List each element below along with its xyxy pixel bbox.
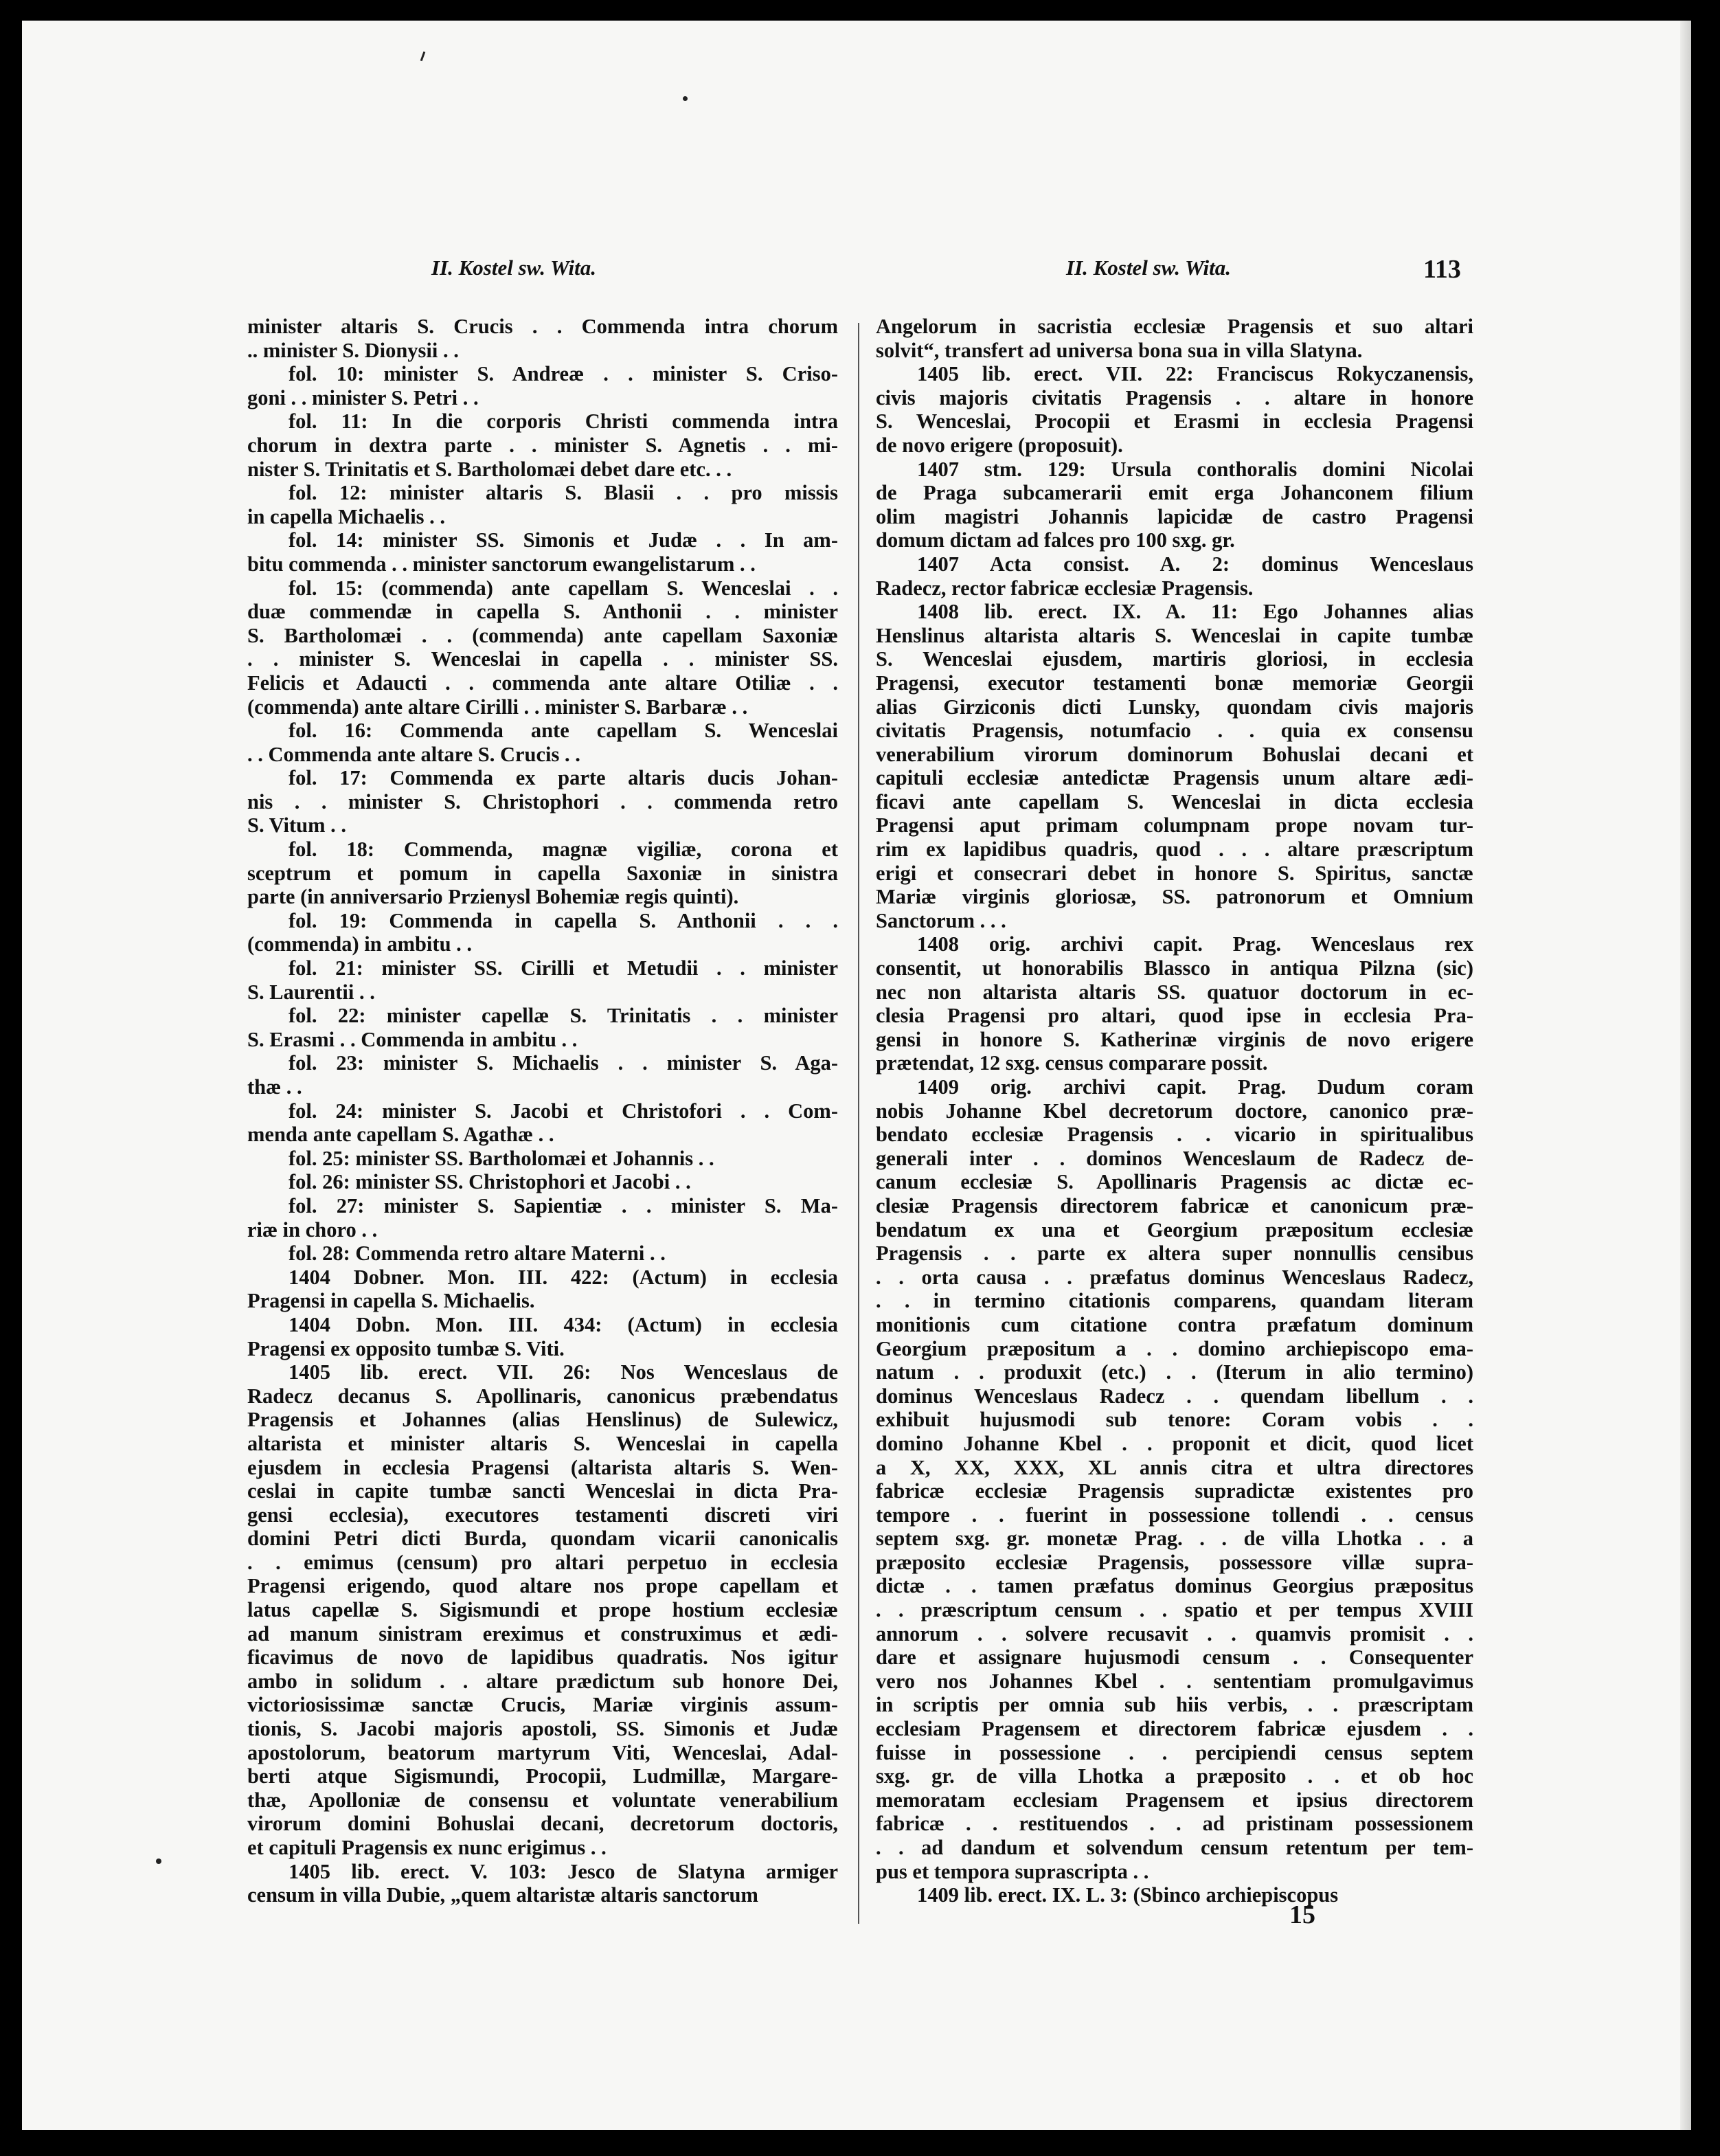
text-line: fol. 10: minister S. Andreæ . . minister S. Criso- <box>288 362 838 386</box>
text-line: dictæ . . tamen præfatus dominus Georgius præpositus <box>876 1574 1473 1598</box>
text-line: prætendat, 12 sxg. census comparare possit. <box>876 1051 1268 1075</box>
text-line: fol. 24: minister S. Jacobi et Christofori . . Com- <box>288 1099 838 1123</box>
text-line: fol. 17: Commenda ex parte altaris ducis Johan- <box>288 766 838 790</box>
text-line: menda ante capellam S. Agathæ . . <box>247 1123 554 1147</box>
text-line: exhibuit hujusmodi sub tenore: Coram vobis . . <box>876 1408 1473 1432</box>
text-line: nis . . minister S. Christophori . . commenda retro <box>247 789 838 813</box>
text-line: fol. 26: minister SS. Christophori et Jacobi . . <box>288 1170 691 1194</box>
text-line: parte (in anniversario Przienysl Bohemiæ regis quinti). <box>247 885 739 909</box>
text-line: vero nos Johannes Kbel . . sententiam promulgavimus <box>876 1669 1473 1693</box>
text-line: gensi in honore S. Katherinæ virginis de novo erigere <box>876 1027 1473 1051</box>
text-line: nec non altarista altaris SS. quatuor doctorum in ec- <box>876 980 1473 1004</box>
text-line: S. Bartholomæi . . (commenda) ante capellam Saxoniæ <box>247 623 838 647</box>
scan-speck <box>156 1859 161 1864</box>
text-line: clesiæ Pragensis directorem fabricæ et canonicum præ- <box>876 1193 1473 1217</box>
text-line: fol. 12: minister altaris S. Blasii . . pro missis <box>288 481 838 505</box>
text-line: S. Wenceslai, Procopii et Erasmi in ecclesia Pragensi <box>876 409 1473 434</box>
right-text-column <box>876 315 1473 1907</box>
scan-speck <box>683 96 688 101</box>
text-line: fol. 28: Commenda retro altare Materni . . <box>288 1242 666 1266</box>
text-line: ficavimus de novo de lapidibus quadratis. Nos igitur <box>247 1646 838 1670</box>
text-line: de novo erigere (proposuit). <box>876 433 1123 457</box>
text-line: Georgium præpositum a . . domino archiepiscopo ema- <box>876 1336 1473 1360</box>
text-line: fol. 15: (commenda) ante capellam S. Wenceslai . . <box>288 576 838 600</box>
text-line: censum in villa Dubie, „quem altaristæ altaris sanctorum <box>247 1883 758 1907</box>
text-line: fol. 27: minister S. Sapientiæ . . minister S. Ma- <box>288 1193 838 1217</box>
text-line: civitatis Pragensis, notumfacio . . quia ex consensu <box>876 719 1473 743</box>
text-line: a X, XX, XXX, XL annis citra et ultra directores <box>876 1455 1473 1479</box>
text-line: fol. 11: In die corporis Christi commenda intra <box>288 409 838 434</box>
signature-mark: 15 <box>1289 1900 1315 1929</box>
text-line: fol. 18: Commenda, magnæ vigiliæ, corona et <box>288 838 838 862</box>
text-line: . . minister S. Wenceslai in capella . . minister SS. <box>247 647 838 671</box>
text-line: præposito ecclesiæ Pragensis, possessore villæ supra- <box>876 1550 1473 1574</box>
text-line: thæ, Apolloniæ de consensu et voluntate venerabilium <box>247 1788 838 1812</box>
text-line: thæ . . <box>247 1075 302 1099</box>
text-line: Pragensi aput primam columpnam prope novam tur- <box>876 813 1473 838</box>
text-line: fol. 25: minister SS. Bartholomæi et Johannis . . <box>288 1146 714 1170</box>
text-line: dominus Wenceslaus Radecz . . quendam libellum . . <box>876 1384 1473 1408</box>
text-line: septem sxg. gr. monetæ Prag. . . de villa Lhotka . . a <box>876 1527 1473 1551</box>
text-line: . . emimus (censum) pro altari perpetuo in ecclesia <box>247 1550 838 1574</box>
text-line: canum ecclesiæ S. Apollinaris Pragensis ac dictæ ec- <box>876 1170 1473 1194</box>
text-line: bendato ecclesiæ Pragensis . . vicario in spiritualibus <box>876 1123 1473 1147</box>
text-line: de Praga subcamerarii emit erga Johanconem filium <box>876 481 1473 505</box>
text-line: 1405 lib. erect. VII. 22: Franciscus Rokyczanensis, <box>917 362 1473 386</box>
text-line: pus et tempora suprascripta . . <box>876 1859 1149 1883</box>
text-line: civis majoris civitatis Pragensis . . altare in honore <box>876 385 1473 409</box>
text-line: apostolorum, beatorum martyrum Viti, Wenceslai, Adal- <box>247 1740 838 1764</box>
text-line: Angelorum in sacristia ecclesiæ Pragensis et suo altari <box>876 315 1473 338</box>
text-line: tionis, S. Jacobi majoris apostoli, SS. Simonis et Judæ <box>247 1717 838 1741</box>
text-line: memoratam ecclesiam Pragensem et ipsius directorem <box>876 1788 1473 1812</box>
text-line: capituli ecclesiæ antedictæ Pragensis unum altare ædi- <box>876 766 1473 790</box>
text-line: ceslai in capite tumbæ sancti Wenceslai in dicta Pra- <box>247 1479 838 1503</box>
text-line: fabricæ . . restituendos . . ad pristinam possessionem <box>876 1812 1473 1836</box>
text-line: Pragensi, executor testamenti bonæ memoriæ Georgii <box>876 671 1473 695</box>
text-line: 1405 lib. erect. VII. 26: Nos Wenceslaus de <box>288 1360 838 1384</box>
text-line: . . Commenda ante altare S. Crucis . . <box>247 742 580 766</box>
text-line: altarista et minister altaris S. Wenceslai in capella <box>247 1431 838 1455</box>
text-line: monitionis cum citatione contra præfatum dominum <box>876 1312 1473 1336</box>
page-edge-shadow <box>1680 21 1691 2130</box>
text-line: Pragensis . . parte ex altera super nonnullis censibus <box>876 1242 1473 1266</box>
text-line: fol. 14: minister SS. Simonis et Judæ . . In am- <box>288 528 838 552</box>
text-line: ficavi ante capellam S. Wenceslai in dicta ecclesia <box>876 789 1473 813</box>
text-line: virorum domini Bohuslai decani, decretorum doctoris, <box>247 1812 838 1836</box>
right-running-title: II. Kostel sw. Wita. <box>1066 256 1232 280</box>
text-line: et capituli Pragensis ex nunc erigimus . . <box>247 1836 607 1859</box>
text-line: consentit, ut honorabilis Blassco in antiqua Pilzna (sic) <box>876 956 1473 980</box>
text-line: Felicis et Adaucti . . commenda ante altare Otiliæ . . <box>247 671 838 695</box>
text-line: S. Vitum . . <box>247 813 347 838</box>
text-line: S. Laurentii . . <box>247 980 375 1004</box>
text-line: tempore . . fuerint in possessione tollendi . . census <box>876 1503 1473 1527</box>
scanned-page <box>22 21 1691 2130</box>
text-line: 1407 stm. 129: Ursula conthoralis domini Nicolai <box>917 457 1473 481</box>
text-line: 1404 Dobn. Mon. III. 434: (Actum) in ecclesia <box>288 1312 838 1336</box>
text-line: rim ex lapidibus quadris, quod . . . altare præscriptum <box>876 838 1473 862</box>
text-line: (commenda) ante altare Cirilli . . minister S. Barbaræ . . <box>247 695 748 719</box>
text-line: gensi ecclesia), executores testamenti discreti viri <box>247 1503 838 1527</box>
text-line: annorum . . solvere recusavit . . quamvis promisit . . <box>876 1621 1473 1646</box>
text-line: Radecz decanus S. Apollinaris, canonicus præbendatus <box>247 1384 838 1408</box>
page-number: 113 <box>1423 255 1461 284</box>
text-line: Pragensis et Johannes (alias Henslinus) de Sulewicz, <box>247 1408 838 1432</box>
text-line: natum . . produxit (etc.) . . (Iterum in alio termino) <box>876 1360 1473 1384</box>
text-line: Pragensi erigendo, quod altare nos prope capellam et <box>247 1574 838 1598</box>
text-line: fol. 16: Commenda ante capellam S. Wenceslai <box>288 719 838 743</box>
text-line: fuisse in possessione . . percipiendi census septem <box>876 1740 1473 1764</box>
text-line: . . præscriptum censum . . spatio et per tempus XVIII <box>876 1598 1473 1622</box>
text-line: venerabilium virorum dominorum Bohuslai decani et <box>876 742 1473 766</box>
running-header <box>22 254 1691 295</box>
text-line: Mariæ virginis gloriosæ, SS. patronorum et Omnium <box>876 885 1473 909</box>
text-line: nobis Johanne Kbel decretorum doctore, canonico præ- <box>876 1099 1473 1123</box>
text-line: chorum in dextra parte . . minister S. Agnetis . . mi- <box>247 433 838 457</box>
text-line: sceptrum et pomum in capella Saxoniæ in sinistra <box>247 861 838 885</box>
text-line: Henslinus altarista altaris S. Wenceslai in capite tumbæ <box>876 623 1473 647</box>
text-line: sxg. gr. de villa Lhotka a præposito . . et ob hoc <box>876 1764 1473 1788</box>
text-line: 1408 lib. erect. IX. A. 11: Ego Johannes alias <box>917 600 1473 624</box>
text-line: bendatum ex una et Georgium præpositum ecclesiæ <box>876 1217 1473 1242</box>
text-line: fol. 19: Commenda in capella S. Anthonii . . . <box>288 908 838 932</box>
text-line: domino Johanne Kbel . . proponit et dicit, quod licet <box>876 1431 1473 1455</box>
text-line: in scriptis per omnia sub hiis verbis, . . præscriptam <box>876 1693 1473 1717</box>
text-line: in capella Michaelis . . <box>247 504 446 528</box>
text-line: (commenda) in ambitu . . <box>247 932 473 956</box>
text-line: victoriosissimæ sanctæ Crucis, Mariæ virginis assum- <box>247 1693 838 1717</box>
text-line: goni . . minister S. Petri . . <box>247 385 479 409</box>
text-line: 1409 orig. archivi capit. Prag. Dudum coram <box>917 1075 1473 1099</box>
text-line: Pragensi in capella S. Michaelis. <box>247 1289 535 1313</box>
text-line: clesia Pragensi pro altari, quod ipse in ecclesia Pra- <box>876 1004 1473 1028</box>
column-divider <box>858 323 859 1924</box>
left-text-column <box>247 315 838 1907</box>
text-line: .. minister S. Dionysii . . <box>247 338 459 362</box>
text-line: fol. 22: minister capellæ S. Trinitatis . . minister <box>288 1004 838 1028</box>
text-line: Radecz, rector fabricæ ecclesiæ Pragensis. <box>876 576 1254 600</box>
text-line: nister S. Trinitatis et S. Bartholomæi debet dare etc. . . <box>247 457 732 481</box>
text-line: generali inter . . dominos Wenceslaum de Radecz de- <box>876 1146 1473 1170</box>
text-line: Pragensi ex opposito tumbæ S. Viti. <box>247 1336 565 1360</box>
text-line: fol. 23: minister S. Michaelis . . minister S. Aga- <box>288 1051 838 1075</box>
text-line: 1408 orig. archivi capit. Prag. Wenceslaus rex <box>917 932 1473 956</box>
text-line: minister altaris S. Crucis . . Commenda intra chorum <box>247 315 838 338</box>
text-line: 1407 Acta consist. A. 2: dominus Wenceslaus <box>917 552 1473 576</box>
text-line: berti atque Sigismundi, Procopii, Ludmillæ, Margare- <box>247 1764 838 1788</box>
text-line: ejusdem in ecclesia Pragensi (altarista altaris S. Wen- <box>247 1455 838 1479</box>
text-line: domini Petri dicti Burda, quondam vicarii canonicalis <box>247 1527 838 1551</box>
text-line: latus capellæ S. Sigismundi et prope hostium ecclesiæ <box>247 1598 838 1622</box>
text-line: ad manum sinistram ereximus et construximus et ædi- <box>247 1621 838 1646</box>
text-line: domum dictam ad falces pro 100 sxg. gr. <box>876 528 1235 552</box>
text-line: solvit“, transfert ad universa bona sua in villa Slatyna. <box>876 338 1363 362</box>
text-line: alias Girziconis dicti Lunsky, quondam civis majoris <box>876 695 1473 719</box>
text-line: olim magistri Johannis lapicidæ de castro Pragensi <box>876 504 1473 528</box>
text-line: Sanctorum . . . <box>876 908 1006 932</box>
text-line: fabricæ ecclesiæ Pragensis supradictæ existentes pro <box>876 1479 1473 1503</box>
text-line: ecclesiam Pragensem et directorem fabricæ ejusdem . . <box>876 1717 1473 1741</box>
text-line: S. Erasmi . . Commenda in ambitu . . <box>247 1027 578 1051</box>
text-line: erigi et consecrari debet in honore S. Spiritus, sanctæ <box>876 861 1473 885</box>
text-line: . . orta causa . . præfatus dominus Wenceslaus Radecz, <box>876 1265 1473 1289</box>
text-line: S. Wenceslai ejusdem, martiris gloriosi, in ecclesia <box>876 647 1473 671</box>
text-line: fol. 21: minister SS. Cirilli et Metudii . . minister <box>288 956 838 980</box>
text-line: . . in termino citationis comparens, quandam literam <box>876 1289 1473 1313</box>
text-line: riæ in choro . . <box>247 1217 378 1242</box>
scan-speck <box>420 52 426 61</box>
text-line: 1405 lib. erect. V. 103: Jesco de Slatyna armiger <box>288 1859 838 1883</box>
text-line: duæ commendæ in capella S. Anthonii . . minister <box>247 600 838 624</box>
text-line: . . ad dandum et solvendum censum retentum per tem- <box>876 1836 1473 1859</box>
text-line: dare et assignare hujusmodi censum . . Consequenter <box>876 1646 1473 1670</box>
text-line: bitu commenda . . minister sanctorum ewangelistarum . . <box>247 552 756 576</box>
text-line: 1409 lib. erect. IX. L. 3: (Sbinco archiepiscopus <box>917 1883 1339 1907</box>
text-line: ambo in solidum . . altare prædictum sub honore Dei, <box>247 1669 838 1693</box>
left-running-title: II. Kostel sw. Wita. <box>431 256 597 280</box>
text-line: 1404 Dobner. Mon. III. 422: (Actum) in ecclesia <box>288 1265 838 1289</box>
